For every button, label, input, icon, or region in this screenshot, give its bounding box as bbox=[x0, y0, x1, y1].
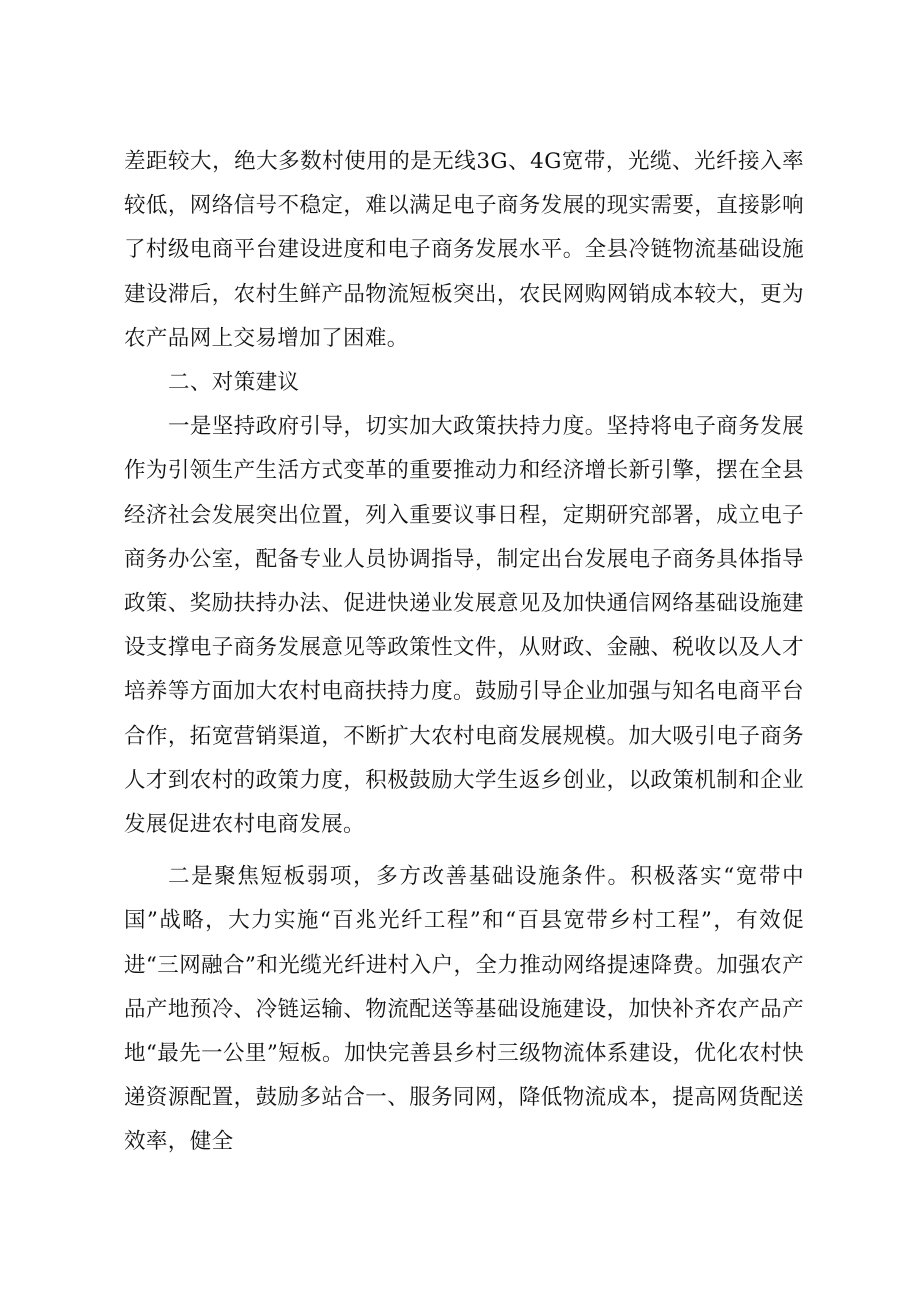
document-body bbox=[124, 140, 804, 1165]
section-heading: 二、对策建议 bbox=[168, 370, 300, 396]
paragraph-policy-support: 一是坚持政府引导，切实加大政策扶持力度。坚持将电子商务发展作为引领生产生活方式变革的重要推动力和经济增长新引擎，摆在全县经济社会发展突出位置，列入重要议事日程，定期研究部署，成立电子商务办公室，配备专业人员协调指导，制定出台发展电子商务具体指导政策、奖励扶持办法、促进快递业发展意见及加快通信网络基础设施建设支撑电子商务发展意见等政策性文件，从财政、金融、税收以及人才培养等方面加大农村电商扶持力度。鼓励引导企业加强与知名电商平台合作，拓宽营销渠道，不断扩大农村电商发展规模。加大吸引电子商务人才到农村的政策力度，积极鼓励大学生返乡创业，以政策机制和企业发展促进农村电商发展。 bbox=[124, 414, 804, 838]
paragraph-infrastructure: 二是聚焦短板弱项，多方改善基础设施条件。积极落实“宽带中国”战略，大力实施“百兆光纤工程”和“百县宽带乡村工程”，有效促进“三网融合”和光缆光纤进村入户，全力推动网络提速降费。加强农产品产地预冷、冷链运输、物流配送等基础设施建设，加快补齐农产品产地“最先一公里”短板。加快完善县乡村三级物流体系建设，优化农村快递资源配置，鼓励多站合一、服务同网，降低物流成本，提高网货配送效率，健全 bbox=[124, 864, 804, 1155]
paragraph-continuation: 差距较大，绝大多数村使用的是无线3G、4G宽带，光缆、光纤接入率较低，网络信号不稳定，难以满足电子商务发展的现实需要，直接影响了村级电商平台建设进度和电子商务发展水平。全县冷链物流基础设施建设滞后，农村生鲜产品物流短板突出，农民网购网销成本较大，更为农产品网上交易增加了困难。 bbox=[124, 149, 804, 351]
